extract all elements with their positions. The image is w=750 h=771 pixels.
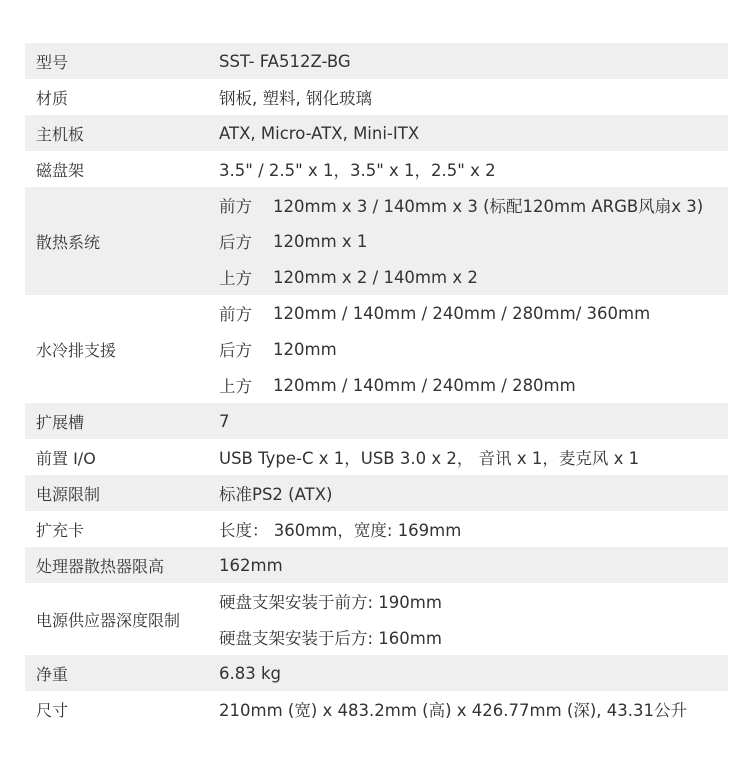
spec-row-expansion-card: [25, 511, 728, 547]
spec-value: ATX, Micro-ATX, Mini-ITX: [219, 123, 420, 143]
spec-row-radiator-support: [25, 295, 728, 403]
spec-label: 磁盘架: [36, 160, 85, 180]
spec-value: 162mm: [219, 555, 283, 575]
spec-row-model: [25, 43, 728, 79]
spec-value: 长度： 360mm，宽度: 169mm: [219, 521, 462, 540]
spec-value-text: 120mm x 1: [273, 231, 368, 251]
spec-label: 扩充卡: [36, 520, 85, 540]
spec-value: 7: [219, 411, 230, 431]
spec-row-psu-support: [25, 475, 728, 511]
spec-label: 电源供应器深度限制: [36, 610, 181, 630]
position-label: 前方: [219, 305, 252, 324]
spec-value-text: 120mm: [273, 339, 337, 359]
spec-row-drive-bays: [25, 151, 728, 187]
spec-value: 硬盘支架安装于后方: 160mm: [219, 629, 442, 648]
spec-label: 材质: [36, 88, 69, 108]
spec-value: 硬盘支架安装于前方: 190mm: [219, 593, 442, 612]
spec-value: [219, 295, 728, 331]
spec-value: [219, 187, 728, 223]
spec-row-expansion-slots: [25, 403, 728, 439]
spec-row-net-weight: [25, 655, 728, 691]
spec-value-text: 120mm x 2 / 140mm x 2: [273, 267, 478, 287]
position-label: 后方: [219, 233, 252, 252]
spec-value: [219, 223, 728, 259]
position-label: 前方: [219, 197, 252, 216]
position-label: 上方: [219, 377, 252, 396]
spec-label: 主机板: [36, 124, 85, 144]
spec-row-dimensions: [25, 691, 728, 727]
spec-row-material: [25, 79, 728, 115]
spec-label: 电源限制: [36, 484, 101, 504]
spec-value: 3.5" / 2.5" x 1，3.5" x 1，2.5" x 2: [219, 161, 496, 180]
spec-value: 6.83 kg: [219, 663, 282, 683]
spec-value-text: 120mm x 3 / 140mm x 3 (标配120mm ARGB风扇x 3): [273, 197, 704, 216]
position-label: 上方: [219, 269, 252, 288]
spec-value: 标准PS2 (ATX): [219, 485, 333, 504]
spec-value-text: 120mm / 140mm / 240mm / 280mm: [273, 375, 576, 395]
spec-label: 型号: [36, 52, 69, 72]
spec-value: SST- FA512Z-BG: [219, 51, 351, 71]
spec-row-cpu-cooler-height: [25, 547, 728, 583]
spec-label: 处理器散热器限高: [36, 556, 165, 576]
spec-row-psu-depth: [25, 583, 728, 655]
spec-row-front-io: [25, 439, 728, 475]
spec-value: 210mm (宽) x 483.2mm (高) x 426.77mm (深), 43.31公升: [219, 701, 687, 720]
position-label: 后方: [219, 341, 252, 360]
spec-label: 尺寸: [36, 700, 69, 720]
spec-label: 扩展槽: [36, 412, 85, 432]
spec-value: 钢板, 塑料, 钢化玻璃: [219, 89, 372, 108]
spec-label: 散热系统: [36, 232, 101, 252]
spec-row-motherboard: [25, 115, 728, 151]
spec-value: [219, 367, 728, 403]
spec-value-text: 120mm / 140mm / 240mm / 280mm/ 360mm: [273, 303, 651, 323]
spec-label: 水冷排支援: [36, 340, 117, 360]
spec-row-cooling-system: [25, 187, 728, 295]
spec-label: 前置 I/O: [36, 448, 96, 468]
spec-table: [25, 43, 728, 727]
spec-value: USB Type-C x 1，USB 3.0 x 2， 音讯 x 1，麦克风 x 1: [219, 449, 640, 468]
spec-label: 净重: [36, 664, 69, 684]
spec-value: [219, 331, 728, 367]
spec-value: [219, 259, 728, 295]
